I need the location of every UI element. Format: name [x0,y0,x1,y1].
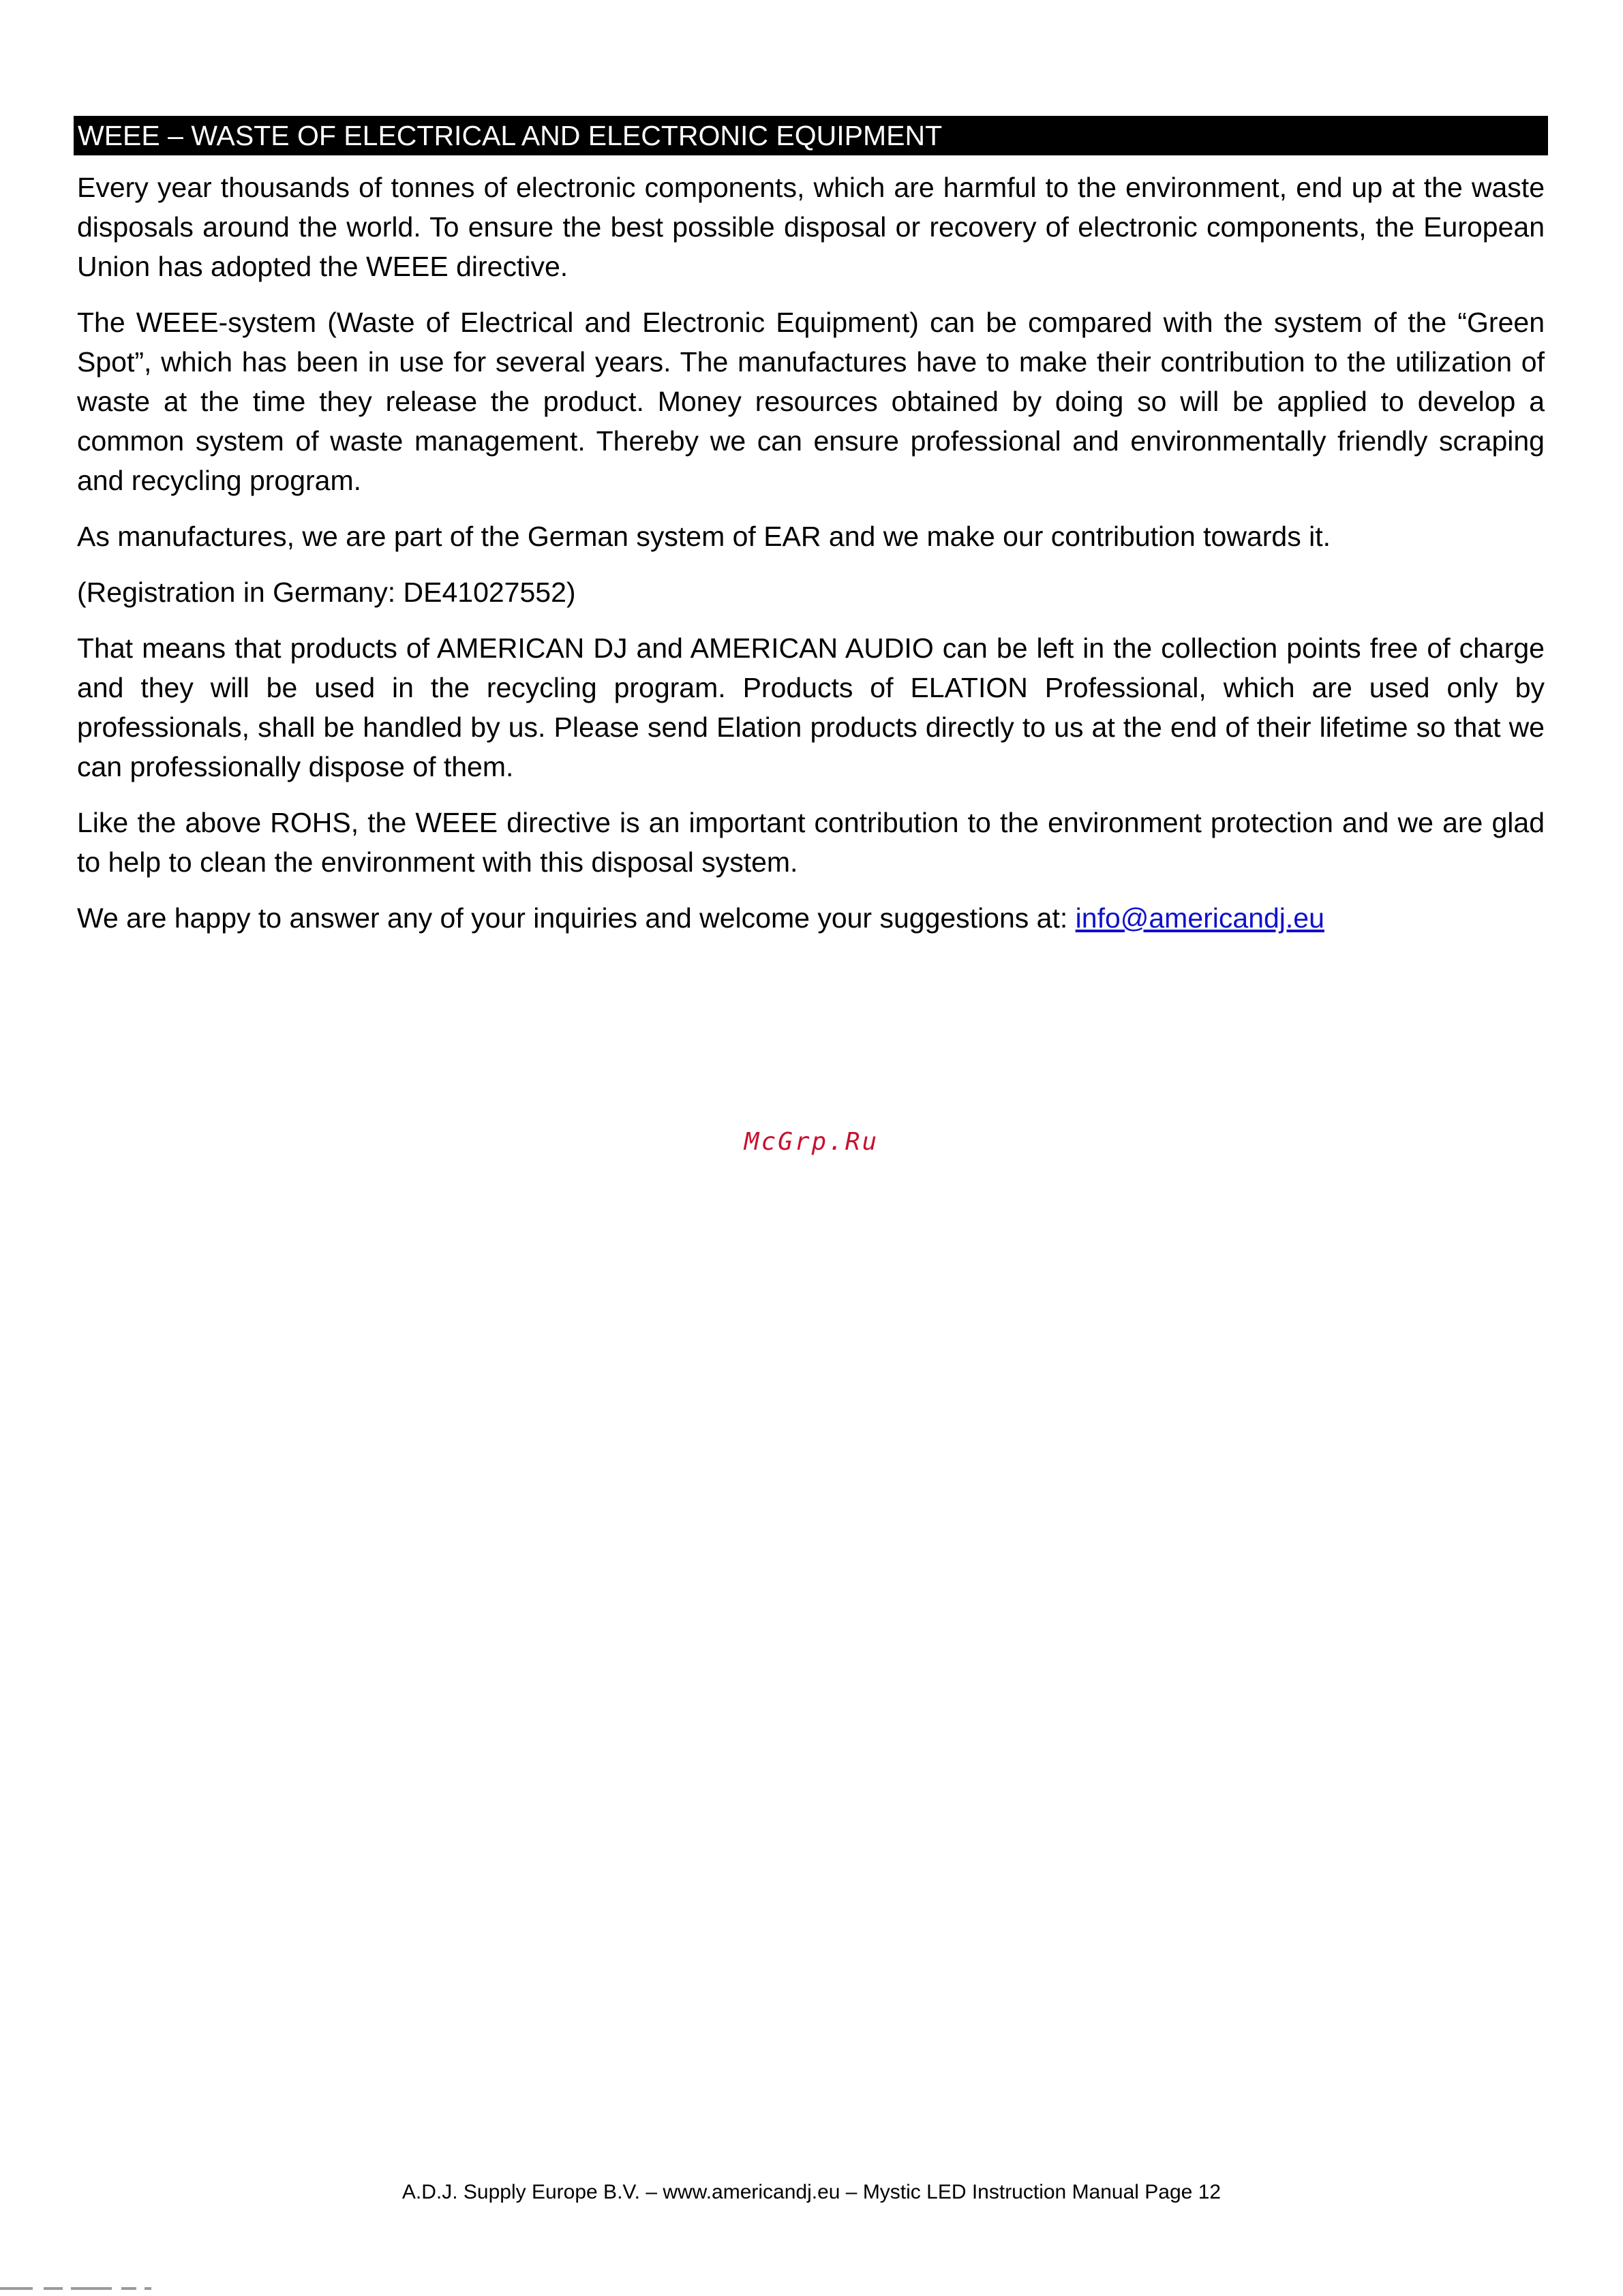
paragraph-registration: (Registration in Germany: DE41027552) [77,577,576,608]
email-link[interactable]: info@americandj.eu [1075,902,1324,934]
paragraph-waste-intro: Every year thousands of tonnes of electronic components, which are harmful to the environment, end up at the waste disposals around the world. To ensure the best possible disposal or recovery of electronic components, the European Union has adopted the WEEE directive. [77,172,1545,282]
contact-text: We are happy to answer any of your inquiries and welcome your suggestions at: [77,902,1076,934]
body-text [77,168,1545,954]
paragraph-ear-system: As manufactures, we are part of the German system of EAR and we make our contribution towards it. [77,521,1331,552]
scan-artifact [0,2284,164,2293]
page-footer: A.D.J. Supply Europe B.V. – www.americandj.eu – Mystic LED Instruction Manual Page 12 [401,2181,1222,2203]
paragraph-collection-points: That means that products of AMERICAN DJ and AMERICAN AUDIO can be left in the collection points free of charge and they will be used in the recycling program. Products of ELATION Professional, which are used only by professionals, shall be handled by us. Please send Elation products directly to us at the end of their lifetime so that we can professionally dispose of them. [77,632,1545,782]
watermark: McGrp.Ru [744,1128,879,1156]
section-header: WEEE – WASTE OF ELECTRICAL AND ELECTRONIC EQUIPMENT [74,116,1548,155]
paragraph-rohs: Like the above ROHS, the WEEE directive is an important contribution to the environment protection and we are glad to help to clean the environment with this disposal system. [77,807,1545,878]
paragraph-weee-system: The WEEE-system (Waste of Electrical and Electronic Equipment) can be compared with the system of the “Green Spot”, which has been in use for several years. The manufactures have to make their contribution to the utilization of waste at the time they release the product. Money resources obtained by doing so will be applied to develop a common system of waste management. Thereby we can ensure professional and environmentally friendly scraping and recycling program. [77,307,1545,496]
paragraph-contact [77,898,1545,938]
